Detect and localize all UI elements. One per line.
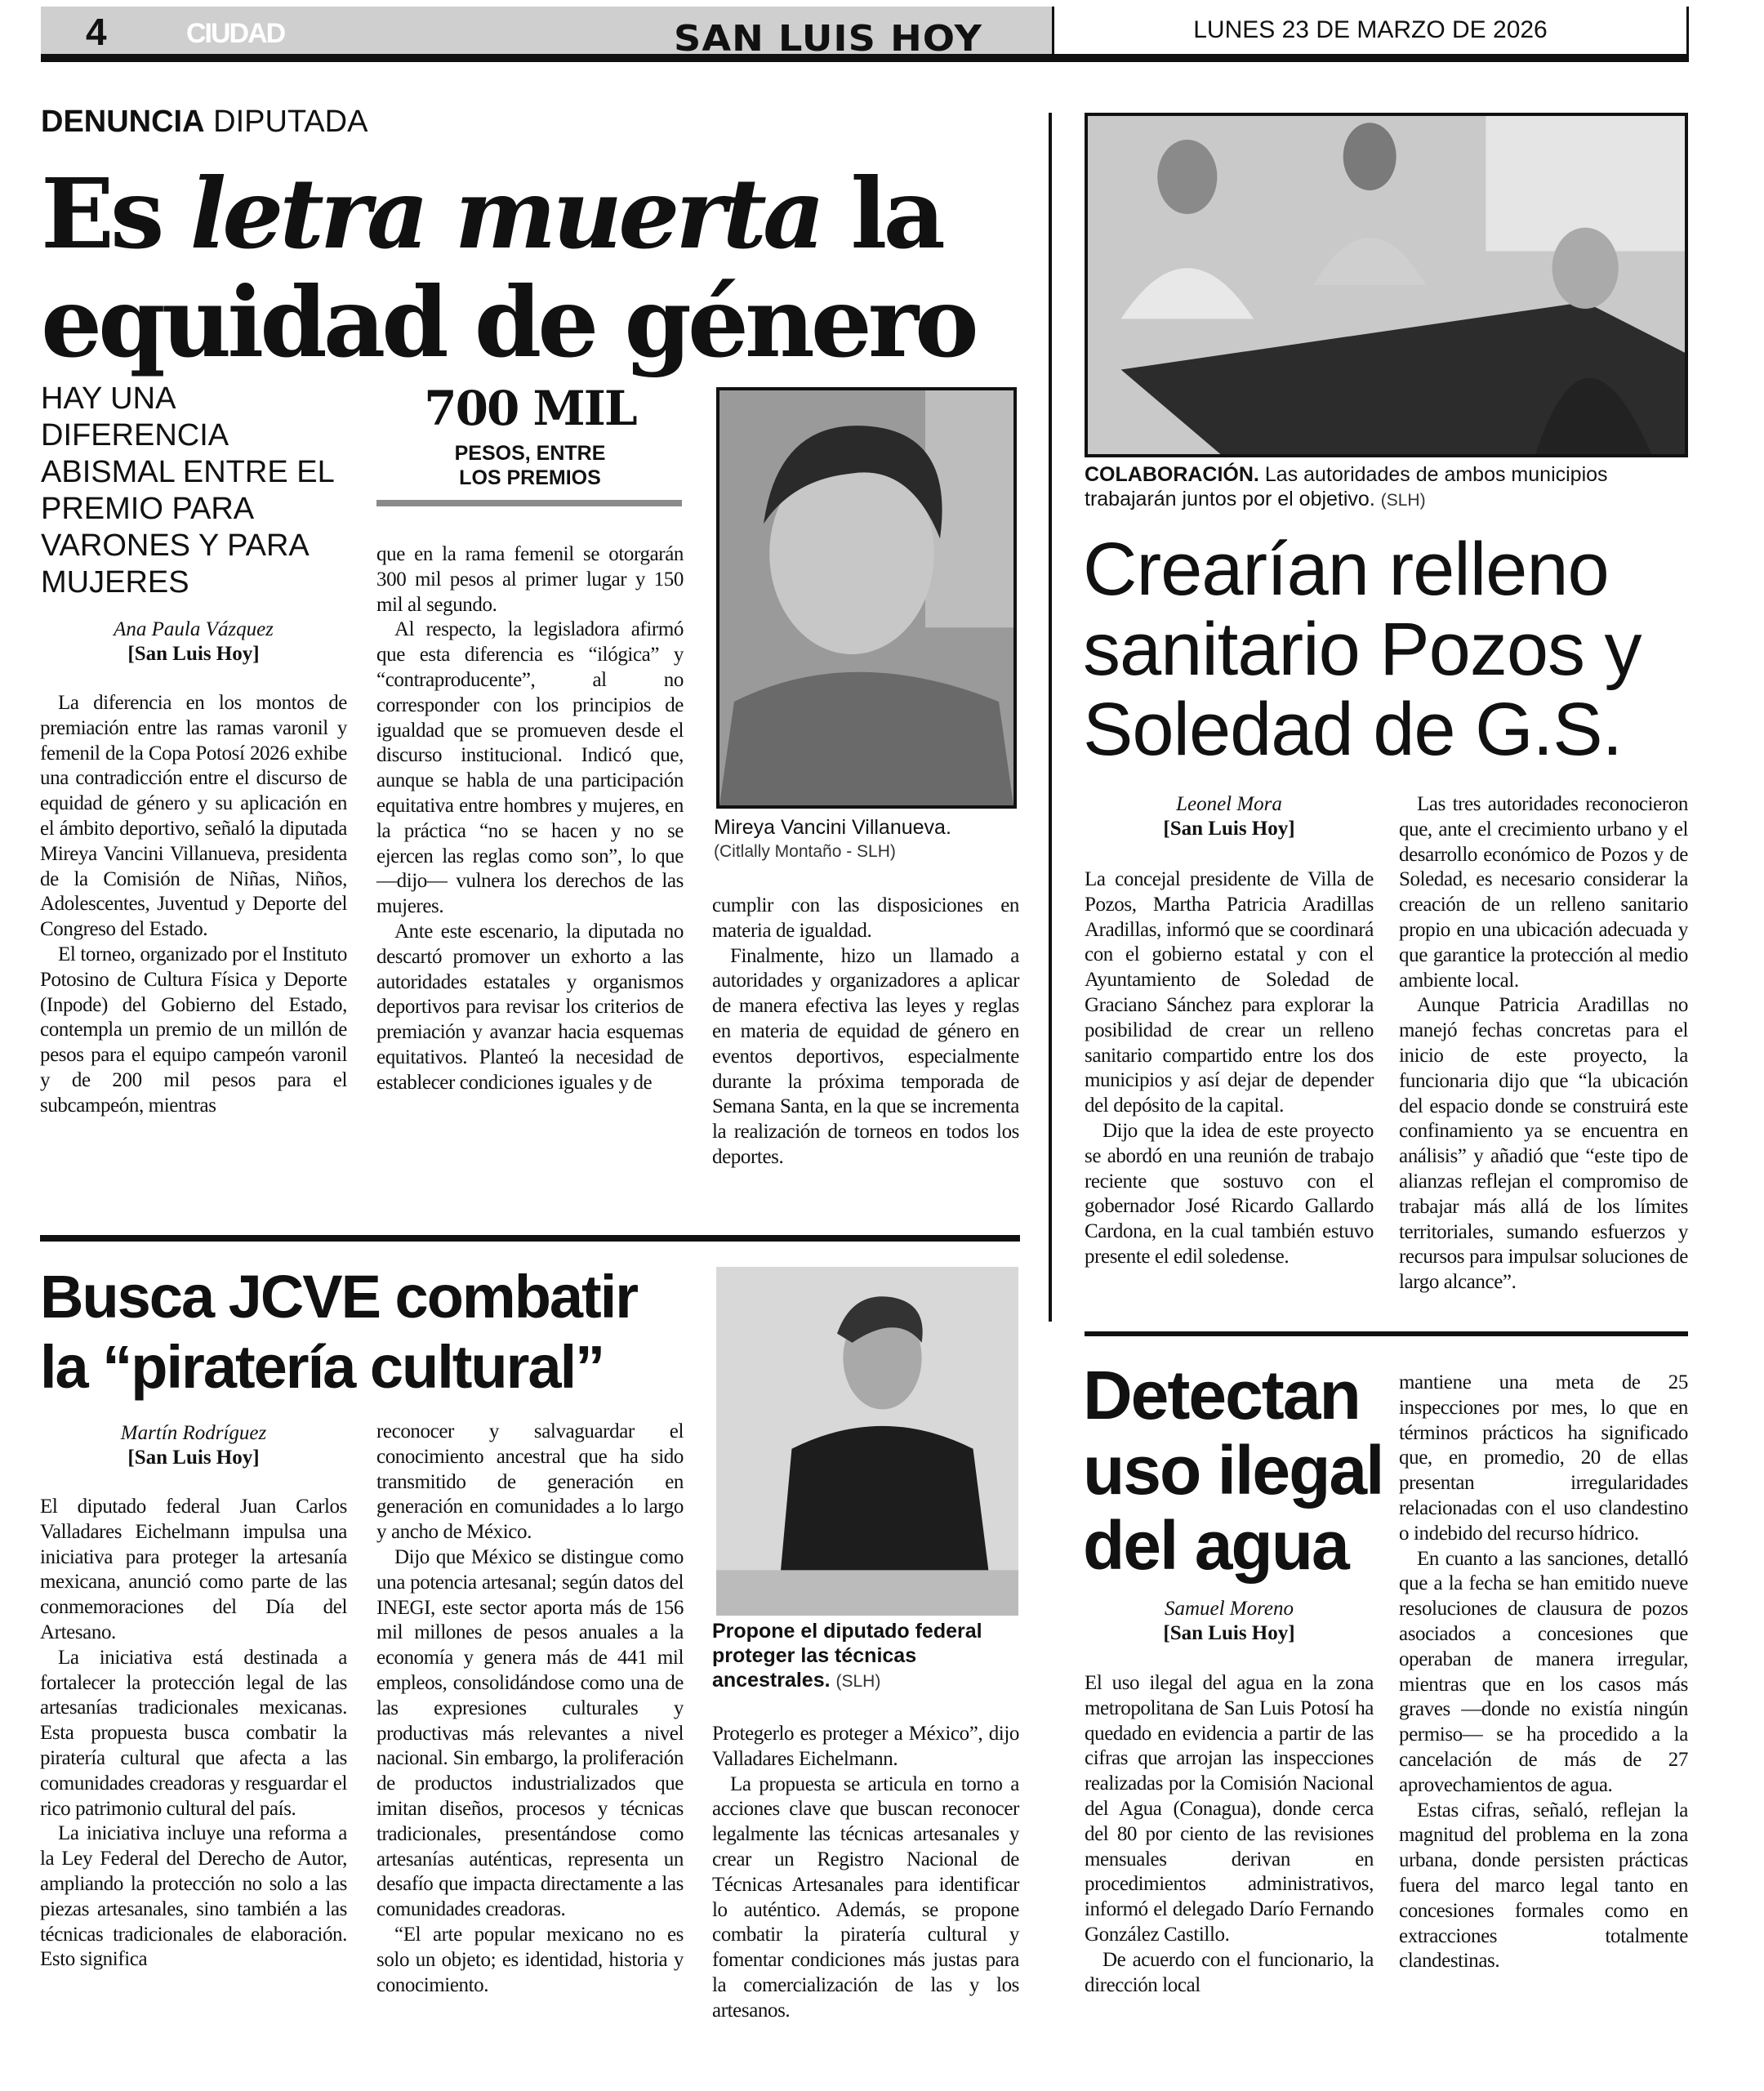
paragraph: La iniciativa está destinada a fortalecer la protección legal de las artesanías tradicionales mexicanas. Esta propuesta busca combatir la piratería cultural que afecta a las comunidades creadoras y resguardar el rico patrimonio cultural del país. (40, 1646, 347, 1820)
stat-value: 700 MIL (424, 381, 636, 436)
photo-caption (714, 815, 1024, 864)
stat-rule (376, 500, 682, 506)
article-column (1399, 1371, 1688, 1974)
byline (1085, 1597, 1374, 1646)
paragraph: Estas cifras, señaló, reflejan la magnitud del problema en la zona urbana, donde persisten prácticas fuera del marco legal tanto en concesiones formales como en extracciones totalmente clandestinas. (1399, 1799, 1688, 1973)
headline-agua: Detectan uso ilegal del agua (1083, 1357, 1383, 1584)
article-column (712, 894, 1019, 1170)
kicker-bold: DENUNCIA (41, 105, 205, 139)
paragraph: Dijo que la idea de este proyecto se abordó en una reunión de trabajo reciente que sostuvo con el gobernador José Ricardo Gallardo Cardona, en la cual también estuvo presente el edil soledense. (1085, 1119, 1374, 1268)
article-column (40, 691, 347, 1119)
section-rule (40, 1235, 1020, 1242)
photo-caption (712, 1619, 1022, 1694)
subhead: HAY UNA DIFERENCIA ABISMAL ENTRE EL PREMIO PARA VARONES Y PARA MUJERES (41, 381, 334, 600)
paragraph: cumplir con las disposiciones en materia de igualdad. (712, 894, 1019, 942)
article-column (1085, 867, 1374, 1270)
byline (40, 1421, 347, 1470)
paragraph: El uso ilegal del agua en la zona metropolitana de San Luis Potosí ha quedado en evidencia a partir de las cifras que arrojan las inspecciones realizadas por la Comisión Nacional del Agua (Conagua), donde cerca del 80 por ciento de las revisiones mensuales derivan en procedimientos administrativos, informó el delegado Darío Fernando González Castillo. (1085, 1672, 1374, 1946)
paragraph: Ante este escenario, la diputada no descartó promover un exhorto a las autoridades estatales y organismos deportivos para revisar los criterios de premiación y avanzar hacia esquemas equitativos. Planteó la necesidad de establecer condiciones iguales y de (376, 920, 684, 1094)
article-column (376, 542, 684, 1096)
photo-mireya (716, 387, 1017, 809)
byline (1085, 792, 1374, 841)
paragraph: La propuesta se articula en torno a acciones clave que buscan reconocer legalmente las técnicas artesanales y crear un Registro Nacional de Técnicas Artesanales para identificar lo auténtico. Además, se propone combatir la piratería cultural y fomentar condiciones más justas para la comercialización de las y los artesanos. (712, 1772, 1019, 2022)
issue-date: LUNES 23 DE MARZO DE 2026 (1193, 16, 1548, 43)
article-column (40, 1495, 347, 1973)
headline-part: la equidad de género (41, 157, 975, 379)
article-column (1085, 1671, 1374, 1998)
caption-text: Mireya Vancini Villanueva. (714, 816, 951, 839)
author-name: Samuel Moreno (1164, 1598, 1294, 1620)
paragraph: que en la rama femenil se otorgarán 300 mil pesos al primer lugar y 150 mil al segundo. (376, 543, 684, 616)
paragraph: Finalmente, hizo un llamado a autoridades y organizadores a aplicar de manera efectiva las leyes y reglas en materia de equidad de género en eventos deportivos, especialmente durante la próxima temporada de Semana Santa, en la que se incrementa la realización de torneos en todos los deportes. (712, 944, 1019, 1168)
author-name: Ana Paula Vázquez (114, 618, 274, 640)
article-kicker (41, 105, 368, 140)
kicker-rest: DIPUTADA (213, 105, 368, 139)
outlet-name: [San Luis Hoy] (1163, 1622, 1295, 1644)
masthead: SAN LUIS HOY (674, 18, 982, 60)
paragraph: Al respecto, la legisladora afirmó que esta diferencia es “ilógica” y “contraproducente”, al no corresponder con los principios de igualdad que se promueven desde el discurso institucional. Indicó que, aunque se habla de una participación equitativa entre hombres y mujeres, en la práctica “no se hacen y no se ejercen las reglas como son”, lo que —dijo— vulnera los derechos de las mujeres. (376, 618, 684, 918)
paragraph: Dijo que México se distingue como una potencia artesanal; según datos del INEGI, este sector aporta más de 156 mil millones de pesos anuales a la economía y genera más de 441 mil empleos, consolidándose como una de las expresiones culturales y productivas más relevantes a nivel nacional. Sin embargo, la proliferación de productos industrializados que imitan diseños, procesos y técnicas tradicionales, presentándose como artesanías auténticas, representa un desafío que impacta directamente a las comunidades creadoras. (376, 1545, 684, 1921)
outlet-name: [San Luis Hoy] (127, 643, 260, 665)
stat-box (376, 381, 684, 490)
page-number: 4 (86, 11, 107, 53)
paragraph: Las tres autoridades reconocieron que, ante el crecimiento urbano y el desarrollo económico de Pozos y de Soledad, es necesario considerar la creación de un relleno sanitario propio en una ubicación adecuada y que garantice la protección al medio ambiente local. (1399, 793, 1688, 992)
author-name: Martín Rodríguez (120, 1422, 267, 1444)
paragraph: El diputado federal Juan Carlos Valladares Eichelmann impulsa una iniciativa para proteger la artesanía mexicana, anunció como parte de las conmemoraciones del Día del Artesano. (40, 1496, 347, 1643)
paragraph: reconocer y salvaguardar el conocimiento ancestral que ha sido transmitido de generación en generación en comunidades a lo largo y ancho de México. (376, 1420, 684, 1544)
photo-caption (1085, 462, 1693, 513)
headline-relleno: Crearían relleno sanitario Pozos y Soledad de G.S. (1083, 528, 1642, 771)
caption-credit: (SLH) (1380, 491, 1426, 510)
photo-diputado (716, 1267, 1018, 1616)
byline (40, 617, 347, 667)
paragraph: “El arte popular mexicano no es solo un objeto; es identidad, historia y conocimiento. (376, 1923, 684, 1996)
paragraph: De acuerdo con el funcionario, la dirección local (1085, 1948, 1374, 1996)
paragraph: El torneo, organizado por el Instituto Potosino de Cultura Física y Deporte (Inpode) del Gobierno del Estado, contempla un premio de un millón de pesos para el equipo campeón varonil y de 200 mil pesos para el subcampeón, mientras (40, 943, 347, 1117)
stat-label: PESOS, ENTRE LOS PREMIOS (454, 442, 606, 489)
section-name: CIUDAD (186, 18, 285, 49)
paragraph: mantiene una meta de 25 inspecciones por mes, lo que en términos prácticos ha significado que, en promedio, 20 de ellas presentan irregularidades relacionadas con el uso clandestino o indebido del recurso hídrico. (1399, 1371, 1688, 1545)
headline-jcve: Busca JCVE combatir la “piratería cultural” (40, 1263, 638, 1401)
section-rule (1085, 1331, 1688, 1336)
headline-part: Es (41, 157, 190, 270)
headline-gender (41, 159, 1054, 377)
article-column (712, 1722, 1019, 2024)
photo-colaboracion (1085, 113, 1688, 457)
author-name: Leonel Mora (1176, 793, 1282, 815)
column-divider (1049, 113, 1052, 1322)
paragraph: En cuanto a las sanciones, detalló que a la fecha se han emitido nueve resoluciones de clausura de pozos asociados a concesiones que operaban de manera irregular, mientras que en los casos más graves —donde no existía ningún permiso— se ha procedido a la cancelación de más de 27 aprovechamientos de agua. (1399, 1547, 1688, 1796)
caption-credit: (Citlally Montaño - SLH) (714, 842, 896, 861)
caption-text: Las autoridades de ambos municipios trabajarán juntos por el objetivo. (1085, 463, 1608, 510)
outlet-name: [San Luis Hoy] (1163, 818, 1295, 840)
paragraph: Protegerlo es proteger a México”, dijo Valladares Eichelmann. (712, 1723, 1019, 1770)
paragraph: Aunque Patricia Aradillas no manejó fechas concretas para el inicio de este proyecto, la funcionaria dijo que “la ubicación del espacio donde se construirá este confinamiento ya se encuentra en análisis” y añadió que “este tipo de alianzas reflejan el compromiso de trabajar más allá de los límites territoriales, sumando esfuerzos y recursos para impulsar soluciones de largo alcance”. (1399, 994, 1688, 1294)
caption-label: COLABORACIÓN. (1085, 463, 1259, 486)
paragraph: La iniciativa incluye una reforma a la Ley Federal del Derecho de Autor, ampliando la protección no solo a las piezas artesanales, sino también a las técnicas tradicionales de elaboración. Esto significa (40, 1822, 347, 1971)
headline-italic: letra muerta (189, 157, 822, 270)
article-column (1399, 792, 1688, 1295)
outlet-name: [San Luis Hoy] (127, 1447, 260, 1469)
caption-text: Propone el diputado federal proteger las técnicas ancestrales. (712, 1620, 982, 1692)
caption-credit: (SLH) (835, 1672, 881, 1691)
article-column (376, 1420, 684, 1998)
paragraph: La concejal presidente de Villa de Pozos, Martha Patricia Aradillas Aradillas, informó que se coordinará con el gobierno estatal y con el Ayuntamiento de Soledad de Graciano Sánchez para explorar la posibilidad de crear un relleno sanitario compartido entre los dos municipios y así dejar de depender del depósito de la capital. (1085, 868, 1374, 1117)
paragraph: La diferencia en los montos de premiación entre las ramas varonil y femenil de la Copa Potosí 2026 exhibe una contradicción entre el discurso de equidad de género y su aplicación en el ámbito deportivo, señaló la diputada Mireya Vancini Villanueva, presidenta de la Comisión de Niñas, Niños, Adolescentes, Juventud y Deporte del Congreso del Estado. (40, 692, 347, 941)
